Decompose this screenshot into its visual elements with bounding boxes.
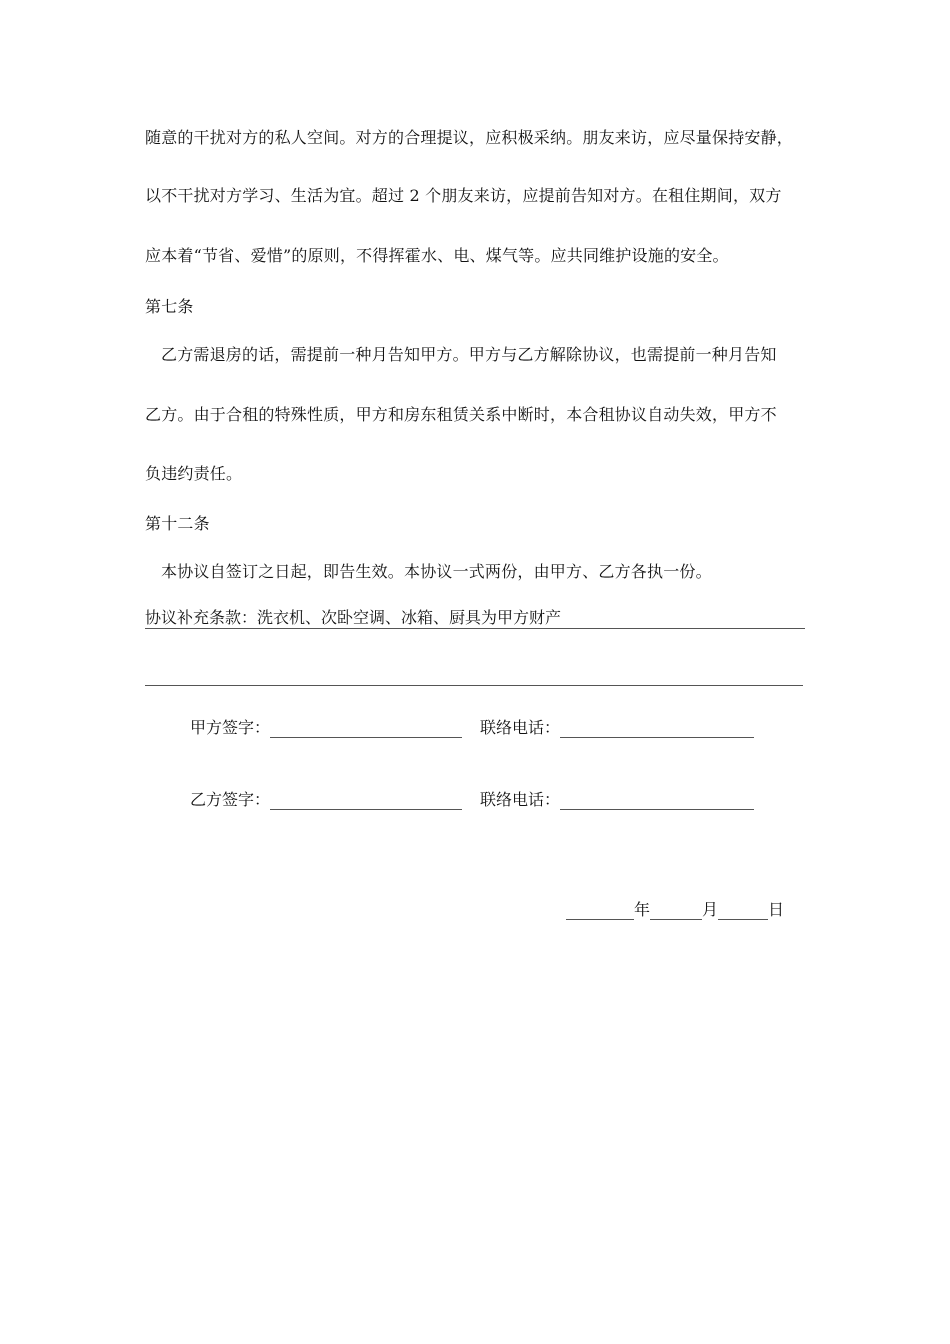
supplement-blank-line (145, 685, 803, 686)
party-a-phone-label: 联络电话： (480, 718, 561, 737)
party-b-signature-label: 乙方签字： (190, 790, 271, 809)
day-label: 日 (768, 900, 785, 919)
year-blank[interactable] (566, 903, 634, 920)
supplement-text: 洗衣机、次卧空调、冰箱、厨具为甲方财产 (257, 608, 562, 627)
article6-line1: 随意的干扰对方的私人空间。对方的合理提议，应积极采纳。朋友来访，应尽量保持安静， (145, 128, 794, 147)
supplement-label: 协议补充条款： (145, 608, 258, 627)
party-b-phone-label: 联络电话： (480, 790, 561, 809)
party-a-phone-blank[interactable] (560, 721, 754, 738)
article12-heading: 第十二条 (145, 514, 210, 533)
party-a-signature-row (190, 718, 754, 738)
month-label: 月 (702, 900, 719, 919)
article7-heading: 第七条 (145, 297, 194, 316)
month-blank[interactable] (650, 903, 702, 920)
article7-line3: 负违约责任。 (145, 464, 243, 483)
party-b-signature-row (190, 790, 754, 810)
day-blank[interactable] (718, 903, 768, 920)
date-row (566, 900, 784, 920)
article6-line3: 应本着“节省、爱惜”的原则，不得挥霍水、电、煤气等。应共同维护设施的安全。 (145, 246, 729, 265)
article7-line2: 乙方。由于合租的特殊性质，甲方和房东租赁关系中断时，本合租协议自动失效，甲方不 (145, 405, 777, 424)
article7-line1: 乙方需退房的话，需提前一种月告知甲方。甲方与乙方解除协议，也需提前一种月告知 (161, 345, 777, 364)
party-b-phone-blank[interactable] (560, 793, 754, 810)
party-b-signature-blank[interactable] (270, 793, 462, 810)
year-label: 年 (634, 900, 651, 919)
supplement-row (145, 608, 805, 629)
article6-line2: 以不干扰对方学习、生活为宜。超过 2 个朋友来访，应提前告知对方。在租住期间，双方 (145, 186, 782, 205)
party-a-signature-blank[interactable] (270, 721, 462, 738)
party-a-signature-label: 甲方签字： (190, 718, 271, 737)
article12-line1: 本协议自签订之日起，即告生效。本协议一式两份，由甲方、乙方各执一份。 (161, 562, 712, 581)
